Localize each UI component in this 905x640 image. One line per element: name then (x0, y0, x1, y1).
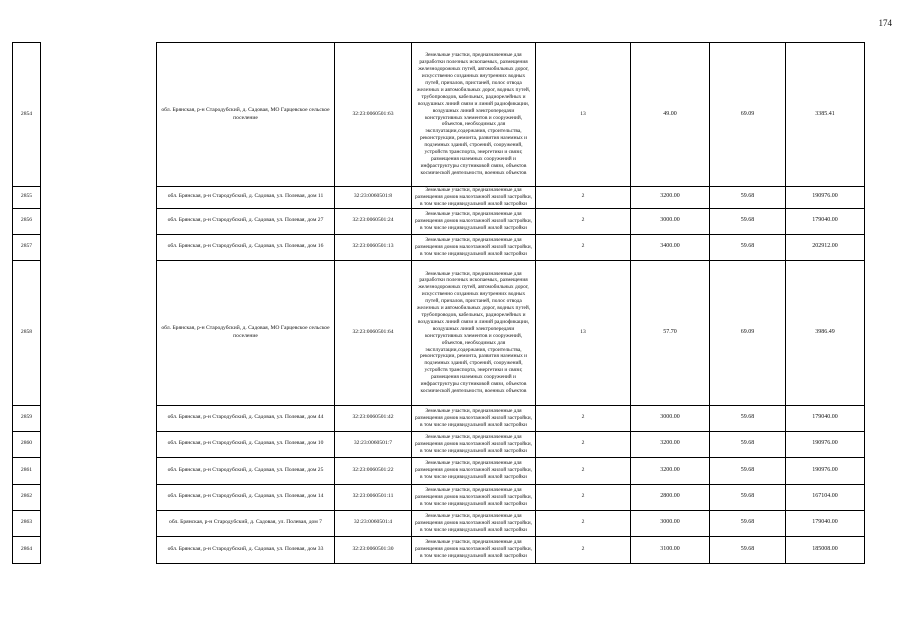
specific-value-cell: 59.68 (710, 510, 786, 536)
area-cell: 57.70 (631, 260, 710, 405)
area-cell: 3200.00 (631, 431, 710, 457)
group-cell: 2 (536, 234, 631, 260)
empty-cell (41, 510, 157, 536)
area-cell: 3400.00 (631, 234, 710, 260)
cadastral-value-cell: 185008.00 (786, 536, 865, 563)
specific-value-cell: 59.68 (710, 234, 786, 260)
empty-cell (41, 43, 157, 187)
area-cell: 3100.00 (631, 536, 710, 563)
land-use-cell: Земельные участки, предназначенные для размещения домов малоэтажной жилой застройки, в том числе индивидуальной жилой застройки (412, 234, 536, 260)
address-cell: обл. Брянская, р-н Стародубский, д. Садовая, ул. Полевая, дом 25 (157, 457, 335, 484)
row-number-cell: 2863 (13, 510, 41, 536)
area-cell: 3000.00 (631, 208, 710, 234)
specific-value-cell: 59.68 (710, 536, 786, 563)
row-number-cell: 2864 (13, 536, 41, 563)
empty-cell (41, 234, 157, 260)
area-cell: 3200.00 (631, 457, 710, 484)
cadastral-number-cell: 32:23:0060501:13 (335, 234, 412, 260)
address-cell: обл. Брянская, р-н Стародубский, д. Садовая, ул. Полевая, дом 14 (157, 484, 335, 510)
empty-cell (41, 208, 157, 234)
land-use-cell: Земельные участки, предназначенные для размещения домов малоэтажной жилой застройки, в том числе индивидуальной жилой застройки (412, 187, 536, 209)
land-use-cell: Земельные участки, предназначенные для размещения домов малоэтажной жилой застройки, в том числе индивидуальной жилой застройки (412, 484, 536, 510)
group-cell: 2 (536, 536, 631, 563)
cadastral-number-cell: 32:23:0060501:7 (335, 431, 412, 457)
empty-cell (41, 187, 157, 209)
table-row (13, 484, 865, 510)
specific-value-cell: 69.09 (710, 43, 786, 187)
empty-cell (41, 536, 157, 563)
row-number-cell: 2854 (13, 43, 41, 187)
area-cell: 3000.00 (631, 510, 710, 536)
land-use-cell: Земельные участки, предназначенные для размещения домов малоэтажной жилой застройки, в том числе индивидуальной жилой застройки (412, 431, 536, 457)
address-cell: обл. Брянская, р-н Стародубский, д. Садовая, МО Гарцевское сельское поселение (157, 260, 335, 405)
cadastral-number-cell: 32:23:0060501:8 (335, 187, 412, 209)
row-number-cell: 2859 (13, 405, 41, 431)
land-use-cell: Земельные участки, предназначенные для размещения домов малоэтажной жилой застройки, в том числе индивидуальной жилой застройки (412, 510, 536, 536)
cadastral-number-cell: 32:23:0060501:30 (335, 536, 412, 563)
empty-cell (41, 431, 157, 457)
row-number-cell: 2856 (13, 208, 41, 234)
row-number-cell: 2860 (13, 431, 41, 457)
row-number-cell: 2855 (13, 187, 41, 209)
cadastral-value-cell: 190976.00 (786, 457, 865, 484)
specific-value-cell: 59.68 (710, 431, 786, 457)
table-row (13, 43, 865, 187)
land-use-cell: Земельные участки, предназначенные для размещения домов малоэтажной жилой застройки, в том числе индивидуальной жилой застройки (412, 405, 536, 431)
group-cell: 2 (536, 208, 631, 234)
cadastral-value-cell: 190976.00 (786, 431, 865, 457)
address-cell: обл. Брянская, р-н Стародубский, д. Садовая, ул. Полевая, дом 44 (157, 405, 335, 431)
address-cell: обл. Брянская, р-н Стародубский, д. Садовая, МО Гарцевское сельское поселение (157, 43, 335, 187)
address-cell: обл. Брянская, р-н Стародубский, д. Садовая, ул. Полевая, дом 10 (157, 431, 335, 457)
empty-cell (41, 457, 157, 484)
empty-cell (41, 405, 157, 431)
group-cell: 2 (536, 187, 631, 209)
area-cell: 49.00 (631, 43, 710, 187)
area-cell: 3000.00 (631, 405, 710, 431)
land-use-cell: Земельные участки, предназначенные для размещения домов малоэтажной жилой застройки, в том числе индивидуальной жилой застройки (412, 536, 536, 563)
cadastral-number-cell: 32:23:0060501:63 (335, 43, 412, 187)
group-cell: 2 (536, 405, 631, 431)
table-row (13, 457, 865, 484)
group-cell: 2 (536, 484, 631, 510)
area-cell: 2800.00 (631, 484, 710, 510)
table-row (13, 187, 865, 209)
row-number-cell: 2861 (13, 457, 41, 484)
row-number-cell: 2862 (13, 484, 41, 510)
cadastral-number-cell: 32:23:0060501:11 (335, 484, 412, 510)
land-use-cell: Земельные участки, предназначенные для размещения домов малоэтажной жилой застройки, в том числе индивидуальной жилой застройки (412, 457, 536, 484)
table-row (13, 510, 865, 536)
group-cell: 2 (536, 510, 631, 536)
land-use-cell: Земельные участки, предназначенные для разработки полезных ископаемых, размещения железнодорожных путей, автомобильных дорог, искусственно созданных внутренних водных путей, причалов, пристаней, полос отвода железных и автомобильных дорог, водных путей, трубопроводов, кабельных, радиорелейных и воздушных линий связи и линий радиофикации, воздушных линий электропередачи конструктивных элементов и сооружений, объектов, необходимых для эксплуатации,содержания, строительства, реконструкции, ремонта, развития наземных и подземных зданий, строений, сооружений, устройств транспорта, энергетики и связи; размещения наземных сооружений и инфраструктуры спутниковой связи, объектов космической деятельности, военных объектов (412, 260, 536, 405)
area-cell: 3200.00 (631, 187, 710, 209)
table-row (13, 405, 865, 431)
land-use-cell: Земельные участки, предназначенные для размещения домов малоэтажной жилой застройки, в том числе индивидуальной жилой застройки (412, 208, 536, 234)
address-cell: обл. Брянская, р-н Стародубский, д. Садовая, ул. Полевая, дом 7 (157, 510, 335, 536)
cadastral-value-cell: 179040.00 (786, 510, 865, 536)
cadastral-number-cell: 32:23:0060501:24 (335, 208, 412, 234)
specific-value-cell: 59.68 (710, 187, 786, 209)
table-row (13, 536, 865, 563)
cadastral-value-table (12, 42, 865, 564)
cadastral-value-cell: 179040.00 (786, 208, 865, 234)
table-row (13, 208, 865, 234)
group-cell: 2 (536, 431, 631, 457)
specific-value-cell: 59.68 (710, 405, 786, 431)
specific-value-cell: 59.68 (710, 484, 786, 510)
land-use-cell: Земельные участки, предназначенные для разработки полезных ископаемых, размещения железнодорожных путей, автомобильных дорог, искусственно созданных внутренних водных путей, причалов, пристаней, полос отвода железных и автомобильных дорог, водных путей, трубопроводов, кабельных, радиорелейных и воздушных линий связи и линий радиофикации, воздушных линий электропередачи конструктивных элементов и сооружений, объектов, необходимых для эксплуатации,содержания, строительства, реконструкции, ремонта, развития наземных и подземных зданий, строений, сооружений, устройств транспорта, энергетики и связи; размещения наземных сооружений и инфраструктуры спутниковой связи, объектов космической деятельности, военных объектов (412, 43, 536, 187)
cadastral-number-cell: 32:23:0060501:64 (335, 260, 412, 405)
cadastral-number-cell: 32:23:0060501:42 (335, 405, 412, 431)
cadastral-value-cell: 179040.00 (786, 405, 865, 431)
table-row (13, 431, 865, 457)
empty-cell (41, 260, 157, 405)
cadastral-value-cell: 202912.00 (786, 234, 865, 260)
row-number-cell: 2858 (13, 260, 41, 405)
table-row (13, 260, 865, 405)
group-cell: 13 (536, 43, 631, 187)
address-cell: обл. Брянская, р-н Стародубский, д. Садовая, ул. Полевая, дом 27 (157, 208, 335, 234)
address-cell: обл. Брянская, р-н Стародубский, д. Садовая, ул. Полевая, дом 11 (157, 187, 335, 209)
group-cell: 13 (536, 260, 631, 405)
address-cell: обл. Брянская, р-н Стародубский, д. Садовая, ул. Полевая, дом 33 (157, 536, 335, 563)
group-cell: 2 (536, 457, 631, 484)
cadastral-number-cell: 32:23:0060501:4 (335, 510, 412, 536)
cadastral-value-cell: 190976.00 (786, 187, 865, 209)
specific-value-cell: 69.09 (710, 260, 786, 405)
page-number: 174 (878, 18, 892, 28)
cadastral-value-cell: 167104.00 (786, 484, 865, 510)
row-number-cell: 2857 (13, 234, 41, 260)
specific-value-cell: 59.68 (710, 457, 786, 484)
address-cell: обл. Брянская, р-н Стародубский, д. Садовая, ул. Полевая, дом 16 (157, 234, 335, 260)
cadastral-value-cell: 3385.41 (786, 43, 865, 187)
empty-cell (41, 484, 157, 510)
table-row (13, 234, 865, 260)
specific-value-cell: 59.68 (710, 208, 786, 234)
cadastral-value-cell: 3986.49 (786, 260, 865, 405)
cadastral-number-cell: 32:23:0060501:22 (335, 457, 412, 484)
